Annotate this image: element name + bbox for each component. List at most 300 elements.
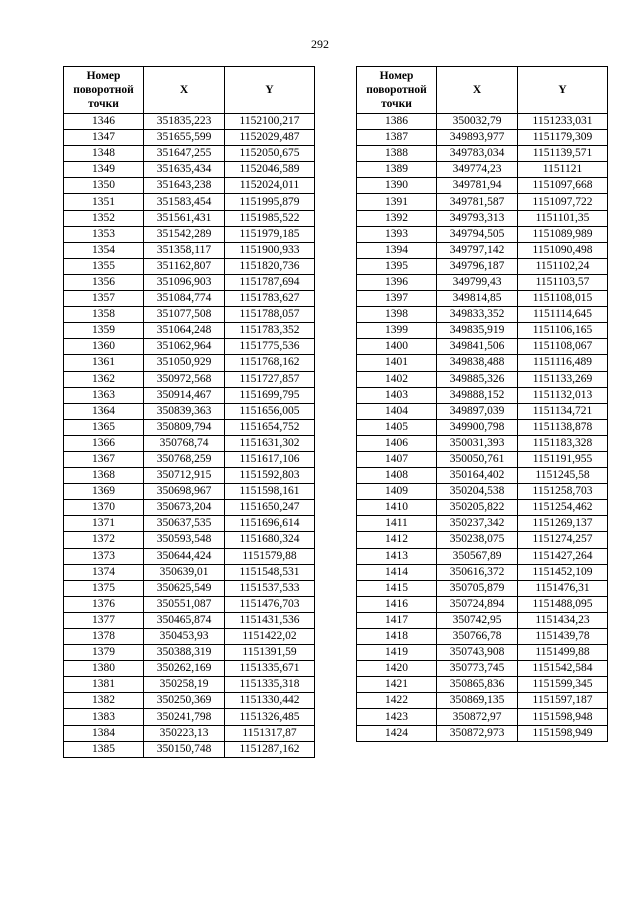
table-row: [64, 612, 315, 628]
header-point-line2: поворотной: [366, 84, 427, 96]
table-row: [357, 468, 608, 484]
table-row: [64, 178, 315, 194]
x-cell: 349814,85: [437, 291, 518, 307]
x-cell: 350164,402: [437, 468, 518, 484]
point-number-cell: 1348: [64, 146, 144, 162]
y-cell: 1151820,736: [225, 258, 315, 274]
y-cell: 1151680,324: [225, 532, 315, 548]
table-row: [64, 371, 315, 387]
x-cell: 351062,964: [144, 339, 225, 355]
x-cell: 350551,087: [144, 596, 225, 612]
y-cell: 1151599,345: [518, 677, 608, 693]
table-row: [357, 725, 608, 741]
table-row: [64, 693, 315, 709]
header-point-number: [357, 67, 437, 114]
table-row: [357, 435, 608, 451]
table-row: [357, 226, 608, 242]
y-cell: 1151133,269: [518, 371, 608, 387]
y-cell: 1151274,257: [518, 532, 608, 548]
table-row: [64, 532, 315, 548]
table-row: [357, 661, 608, 677]
y-cell: 1151488,095: [518, 596, 608, 612]
y-cell: 1151330,442: [225, 693, 315, 709]
table-row: [357, 548, 608, 564]
point-number-cell: 1391: [357, 194, 437, 210]
point-number-cell: 1396: [357, 274, 437, 290]
page-number: 292: [311, 37, 329, 51]
point-number-cell: 1387: [357, 130, 437, 146]
x-cell: 350712,915: [144, 468, 225, 484]
table-row: [357, 677, 608, 693]
table-row: [64, 435, 315, 451]
point-number-cell: 1364: [64, 403, 144, 419]
coordinates-table-left: [63, 66, 315, 758]
point-number-cell: 1386: [357, 114, 437, 130]
table-row: [64, 210, 315, 226]
x-cell: 350914,467: [144, 387, 225, 403]
x-cell: 351050,929: [144, 355, 225, 371]
y-cell: 1151391,59: [225, 645, 315, 661]
table-row: [357, 371, 608, 387]
point-number-cell: 1417: [357, 612, 437, 628]
point-number-cell: 1406: [357, 435, 437, 451]
table-row: [64, 339, 315, 355]
x-cell: 351635,434: [144, 162, 225, 178]
header-y: Y: [225, 67, 315, 114]
y-cell: 1152024,011: [225, 178, 315, 194]
y-cell: 1151179,309: [518, 130, 608, 146]
y-cell: 1152046,589: [225, 162, 315, 178]
point-number-cell: 1346: [64, 114, 144, 130]
y-cell: 1151598,161: [225, 484, 315, 500]
y-cell: 1151138,878: [518, 419, 608, 435]
point-number-cell: 1367: [64, 451, 144, 467]
point-number-cell: 1411: [357, 516, 437, 532]
point-number-cell: 1354: [64, 242, 144, 258]
table-row: [64, 258, 315, 274]
x-cell: 351542,289: [144, 226, 225, 242]
y-cell: 1152100,217: [225, 114, 315, 130]
point-number-cell: 1362: [64, 371, 144, 387]
y-cell: 1151452,109: [518, 564, 608, 580]
table-row: [357, 500, 608, 516]
y-cell: 1151548,531: [225, 564, 315, 580]
y-cell: 1151335,318: [225, 677, 315, 693]
point-number-cell: 1407: [357, 451, 437, 467]
table-row: [357, 564, 608, 580]
point-number-cell: 1368: [64, 468, 144, 484]
point-number-cell: 1363: [64, 387, 144, 403]
y-cell: 1151103,57: [518, 274, 608, 290]
header-point-line2: поворотной: [73, 84, 134, 96]
point-number-cell: 1414: [357, 564, 437, 580]
y-cell: 1151106,165: [518, 323, 608, 339]
table-row: [357, 274, 608, 290]
x-cell: 350032,79: [437, 114, 518, 130]
y-cell: 1151439,78: [518, 629, 608, 645]
point-number-cell: 1416: [357, 596, 437, 612]
point-number-cell: 1370: [64, 500, 144, 516]
point-number-cell: 1397: [357, 291, 437, 307]
x-cell: 349794,505: [437, 226, 518, 242]
y-cell: 1151476,703: [225, 596, 315, 612]
y-cell: 1151696,614: [225, 516, 315, 532]
x-cell: 349833,352: [437, 307, 518, 323]
y-cell: 1151617,106: [225, 451, 315, 467]
table-row: [357, 516, 608, 532]
y-cell: 1152050,675: [225, 146, 315, 162]
point-number-cell: 1395: [357, 258, 437, 274]
point-number-cell: 1408: [357, 468, 437, 484]
table-row: [64, 451, 315, 467]
point-number-cell: 1389: [357, 162, 437, 178]
x-cell: 351561,431: [144, 210, 225, 226]
header-x: X: [144, 67, 225, 114]
y-cell: 1151768,162: [225, 355, 315, 371]
x-cell: 350204,538: [437, 484, 518, 500]
table-row: [357, 130, 608, 146]
y-cell: 1151101,35: [518, 210, 608, 226]
y-cell: 1151434,23: [518, 612, 608, 628]
point-number-cell: 1423: [357, 709, 437, 725]
table-row: [357, 162, 608, 178]
point-number-cell: 1347: [64, 130, 144, 146]
table-row: [64, 661, 315, 677]
x-cell: 349799,43: [437, 274, 518, 290]
header-row: [357, 67, 608, 114]
table-row: [64, 355, 315, 371]
point-number-cell: 1373: [64, 548, 144, 564]
y-cell: 1151579,88: [225, 548, 315, 564]
point-number-cell: 1371: [64, 516, 144, 532]
y-cell: 1151183,328: [518, 435, 608, 451]
point-number-cell: 1351: [64, 194, 144, 210]
table-row: [64, 226, 315, 242]
point-number-cell: 1409: [357, 484, 437, 500]
table-row: [357, 258, 608, 274]
y-cell: 1151598,948: [518, 709, 608, 725]
table-row: [64, 307, 315, 323]
y-cell: 1151116,489: [518, 355, 608, 371]
table-row: [64, 419, 315, 435]
table-row: [357, 419, 608, 435]
point-number-cell: 1349: [64, 162, 144, 178]
x-cell: 350150,748: [144, 741, 225, 757]
header-point-number: [64, 67, 144, 114]
point-number-cell: 1358: [64, 307, 144, 323]
x-cell: 351583,454: [144, 194, 225, 210]
point-number-cell: 1410: [357, 500, 437, 516]
y-cell: 1151631,302: [225, 435, 315, 451]
y-cell: 1151597,187: [518, 693, 608, 709]
x-cell: 350724,894: [437, 596, 518, 612]
table-row: [64, 146, 315, 162]
x-cell: 349897,039: [437, 403, 518, 419]
x-cell: 350773,745: [437, 661, 518, 677]
y-cell: 1151097,722: [518, 194, 608, 210]
table-row: [64, 130, 315, 146]
y-cell: 1151258,703: [518, 484, 608, 500]
header-point-line1: Номер: [379, 70, 414, 82]
x-cell: 350644,424: [144, 548, 225, 564]
x-cell: 350465,874: [144, 612, 225, 628]
x-cell: 350742,95: [437, 612, 518, 628]
x-cell: 349893,977: [437, 130, 518, 146]
y-cell: 1151985,522: [225, 210, 315, 226]
x-cell: 350865,836: [437, 677, 518, 693]
point-number-cell: 1385: [64, 741, 144, 757]
y-cell: 1151900,933: [225, 242, 315, 258]
y-cell: 1151598,949: [518, 725, 608, 741]
point-number-cell: 1357: [64, 291, 144, 307]
point-number-cell: 1415: [357, 580, 437, 596]
point-number-cell: 1350: [64, 178, 144, 194]
x-cell: 350972,568: [144, 371, 225, 387]
table-row: [64, 548, 315, 564]
x-cell: 350237,342: [437, 516, 518, 532]
x-cell: 350388,319: [144, 645, 225, 661]
x-cell: 351162,807: [144, 258, 225, 274]
table-row: [357, 709, 608, 725]
point-number-cell: 1420: [357, 661, 437, 677]
x-cell: 350050,761: [437, 451, 518, 467]
point-number-cell: 1378: [64, 629, 144, 645]
table-row: [64, 114, 315, 130]
x-cell: 349900,798: [437, 419, 518, 435]
y-cell: 1151654,752: [225, 419, 315, 435]
point-number-cell: 1376: [64, 596, 144, 612]
x-cell: 350223,13: [144, 725, 225, 741]
y-cell: 1151245,58: [518, 468, 608, 484]
x-cell: 350250,369: [144, 693, 225, 709]
point-number-cell: 1359: [64, 323, 144, 339]
y-cell: 1151783,627: [225, 291, 315, 307]
y-cell: 1151114,645: [518, 307, 608, 323]
x-cell: 350766,78: [437, 629, 518, 645]
y-cell: 1151233,031: [518, 114, 608, 130]
y-cell: 1151775,536: [225, 339, 315, 355]
table-row: [64, 242, 315, 258]
y-cell: 1151499,88: [518, 645, 608, 661]
x-cell: 350238,075: [437, 532, 518, 548]
table-row: [64, 725, 315, 741]
x-cell: 349781,94: [437, 178, 518, 194]
table-row: [357, 629, 608, 645]
y-cell: 1151727,857: [225, 371, 315, 387]
table-row: [357, 580, 608, 596]
table-row: [357, 339, 608, 355]
y-cell: 1151422,02: [225, 629, 315, 645]
point-number-cell: 1401: [357, 355, 437, 371]
table-row: [357, 210, 608, 226]
point-number-cell: 1403: [357, 387, 437, 403]
y-cell: 1151542,584: [518, 661, 608, 677]
point-number-cell: 1390: [357, 178, 437, 194]
y-cell: 1151317,87: [225, 725, 315, 741]
table-row: [357, 387, 608, 403]
point-number-cell: 1382: [64, 693, 144, 709]
x-cell: 349774,23: [437, 162, 518, 178]
y-cell: 1151326,485: [225, 709, 315, 725]
y-cell: 1151108,067: [518, 339, 608, 355]
table-row: [357, 612, 608, 628]
x-cell: 349888,152: [437, 387, 518, 403]
table-body-right: [357, 114, 608, 742]
x-cell: 350872,973: [437, 725, 518, 741]
point-number-cell: 1379: [64, 645, 144, 661]
header-x: X: [437, 67, 518, 114]
point-number-cell: 1361: [64, 355, 144, 371]
point-number-cell: 1399: [357, 323, 437, 339]
y-cell: 1151090,498: [518, 242, 608, 258]
y-cell: 1151995,879: [225, 194, 315, 210]
x-cell: 351835,223: [144, 114, 225, 130]
table-row: [357, 194, 608, 210]
x-cell: 351096,903: [144, 274, 225, 290]
y-cell: 1151979,185: [225, 226, 315, 242]
point-number-cell: 1392: [357, 210, 437, 226]
x-cell: 350258,19: [144, 677, 225, 693]
y-cell: 1152029,487: [225, 130, 315, 146]
x-cell: 351064,248: [144, 323, 225, 339]
y-cell: 1151191,955: [518, 451, 608, 467]
table-row: [64, 403, 315, 419]
y-cell: 1151269,137: [518, 516, 608, 532]
x-cell: 350637,535: [144, 516, 225, 532]
y-cell: 1151132,013: [518, 387, 608, 403]
y-cell: 1151537,533: [225, 580, 315, 596]
x-cell: 350241,798: [144, 709, 225, 725]
x-cell: 351358,117: [144, 242, 225, 258]
point-number-cell: 1398: [357, 307, 437, 323]
table-row: [64, 500, 315, 516]
table-row: [64, 291, 315, 307]
x-cell: 350262,169: [144, 661, 225, 677]
x-cell: 350031,393: [437, 435, 518, 451]
table-row: [64, 645, 315, 661]
x-cell: 350872,97: [437, 709, 518, 725]
x-cell: 349797,142: [437, 242, 518, 258]
point-number-cell: 1404: [357, 403, 437, 419]
table-row: [64, 709, 315, 725]
x-cell: 351084,774: [144, 291, 225, 307]
x-cell: 350625,549: [144, 580, 225, 596]
table-row: [357, 484, 608, 500]
y-cell: 1151699,795: [225, 387, 315, 403]
x-cell: 349781,587: [437, 194, 518, 210]
x-cell: 350743,908: [437, 645, 518, 661]
table-body-left: [64, 114, 315, 758]
point-number-cell: 1369: [64, 484, 144, 500]
y-cell: 1151783,352: [225, 323, 315, 339]
x-cell: 350768,259: [144, 451, 225, 467]
y-cell: 1151287,162: [225, 741, 315, 757]
x-cell: 350616,372: [437, 564, 518, 580]
header-point-line3: точки: [381, 98, 412, 110]
point-number-cell: 1360: [64, 339, 144, 355]
point-number-cell: 1383: [64, 709, 144, 725]
table-row: [64, 194, 315, 210]
table-row: [357, 307, 608, 323]
point-number-cell: 1418: [357, 629, 437, 645]
table-row: [64, 516, 315, 532]
table-row: [64, 564, 315, 580]
table-row: [64, 162, 315, 178]
y-cell: 1151431,536: [225, 612, 315, 628]
point-number-cell: 1353: [64, 226, 144, 242]
header-row: [64, 67, 315, 114]
header-point-line1: Номер: [86, 70, 121, 82]
table-row: [357, 403, 608, 419]
x-cell: 350205,822: [437, 500, 518, 516]
x-cell: 349796,187: [437, 258, 518, 274]
point-number-cell: 1393: [357, 226, 437, 242]
point-number-cell: 1372: [64, 532, 144, 548]
table-row: [357, 291, 608, 307]
point-number-cell: 1374: [64, 564, 144, 580]
y-cell: 1151335,671: [225, 661, 315, 677]
x-cell: 350839,363: [144, 403, 225, 419]
x-cell: 350593,548: [144, 532, 225, 548]
table-row: [64, 484, 315, 500]
y-cell: 1151656,005: [225, 403, 315, 419]
point-number-cell: 1424: [357, 725, 437, 741]
point-number-cell: 1375: [64, 580, 144, 596]
header-y: Y: [518, 67, 608, 114]
point-number-cell: 1405: [357, 419, 437, 435]
point-number-cell: 1402: [357, 371, 437, 387]
point-number-cell: 1422: [357, 693, 437, 709]
x-cell: 351655,599: [144, 130, 225, 146]
table-row: [64, 677, 315, 693]
x-cell: 351077,508: [144, 307, 225, 323]
table-row: [357, 596, 608, 612]
x-cell: 351647,255: [144, 146, 225, 162]
table-row: [357, 146, 608, 162]
point-number-cell: 1400: [357, 339, 437, 355]
point-number-cell: 1352: [64, 210, 144, 226]
x-cell: 350705,879: [437, 580, 518, 596]
point-number-cell: 1412: [357, 532, 437, 548]
table-row: [357, 323, 608, 339]
header-point-line3: точки: [88, 98, 119, 110]
point-number-cell: 1356: [64, 274, 144, 290]
point-number-cell: 1419: [357, 645, 437, 661]
x-cell: 350567,89: [437, 548, 518, 564]
table-row: [64, 468, 315, 484]
table-row: [357, 451, 608, 467]
table-row: [64, 741, 315, 757]
point-number-cell: 1365: [64, 419, 144, 435]
point-number-cell: 1377: [64, 612, 144, 628]
y-cell: 1151254,462: [518, 500, 608, 516]
table-row: [64, 596, 315, 612]
y-cell: 1151139,571: [518, 146, 608, 162]
y-cell: 1151788,057: [225, 307, 315, 323]
table-row: [357, 178, 608, 194]
point-number-cell: 1381: [64, 677, 144, 693]
table-row: [357, 693, 608, 709]
point-number-cell: 1366: [64, 435, 144, 451]
x-cell: 349783,034: [437, 146, 518, 162]
x-cell: 349835,919: [437, 323, 518, 339]
x-cell: 349885,326: [437, 371, 518, 387]
y-cell: 1151108,015: [518, 291, 608, 307]
point-number-cell: 1421: [357, 677, 437, 693]
y-cell: 1151427,264: [518, 548, 608, 564]
x-cell: 350698,967: [144, 484, 225, 500]
table-row: [357, 355, 608, 371]
